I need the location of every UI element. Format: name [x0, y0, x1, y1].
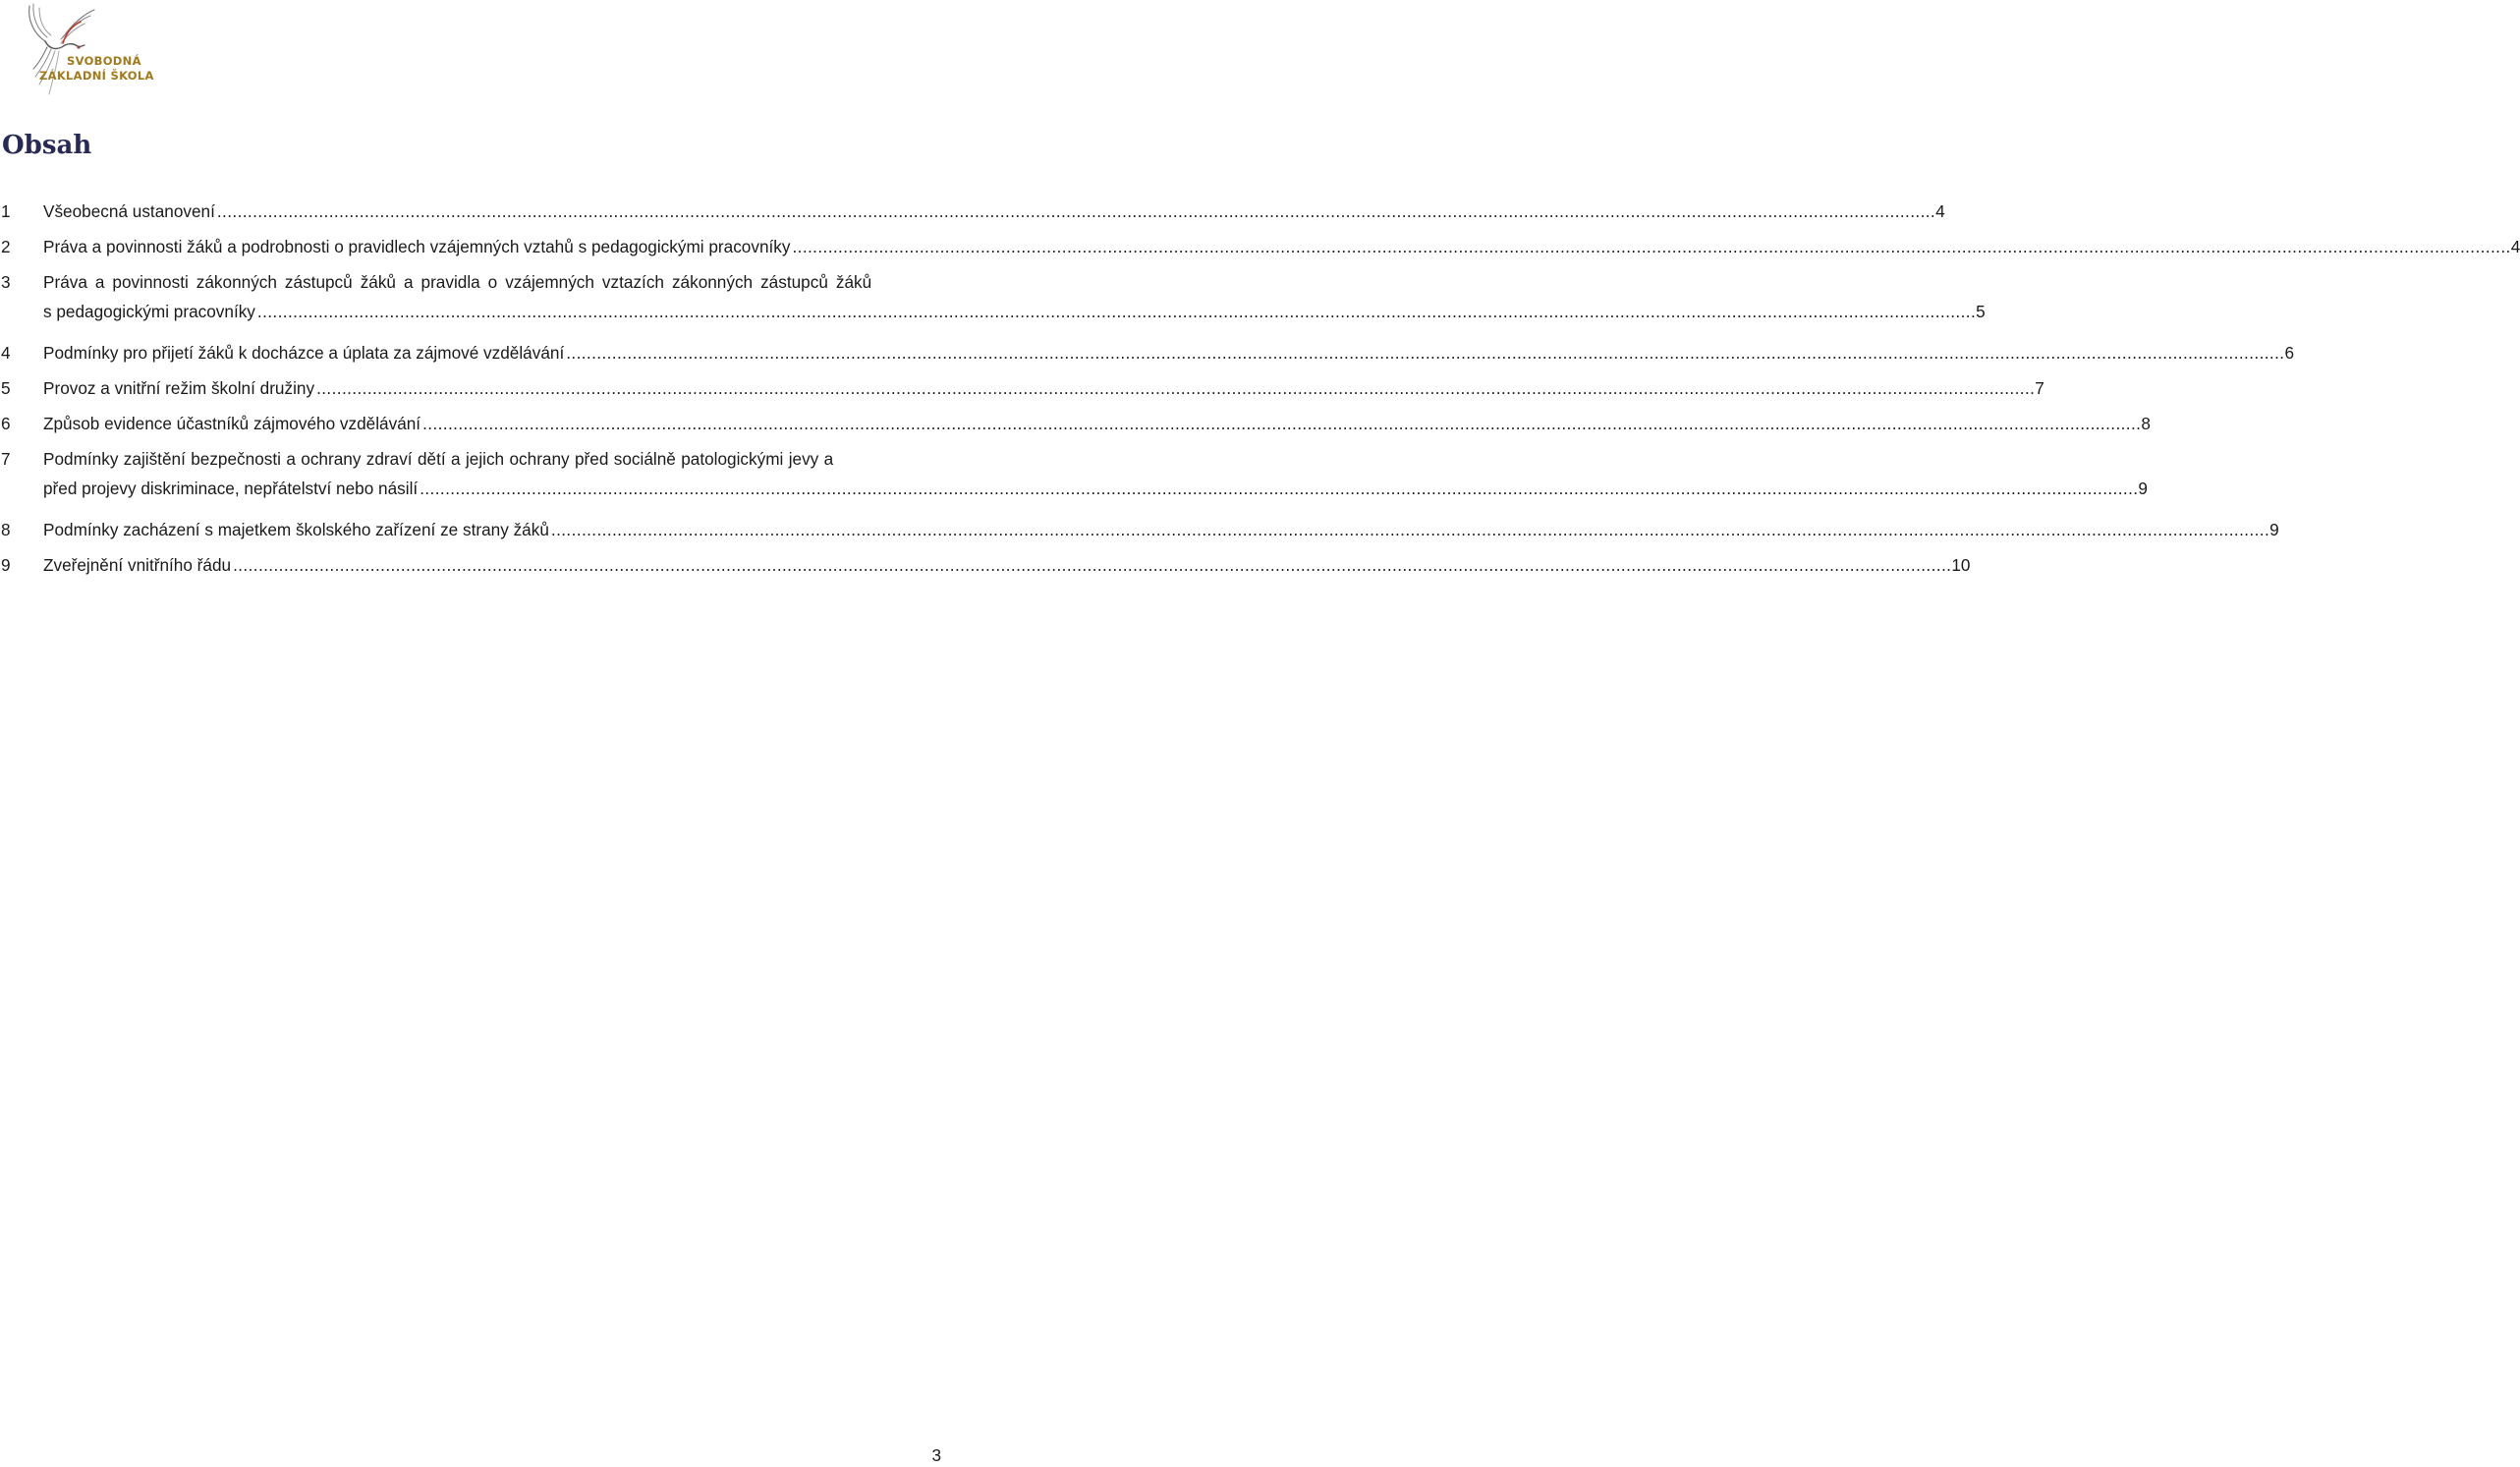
- toc-entry-text[interactable]: Podmínky pro přijetí žáků k docházce a úplata za zájmové vzdělávání: [43, 343, 565, 363]
- toc-entry-number: 5: [1, 378, 11, 398]
- toc-title: Obsah: [2, 131, 92, 160]
- toc-entry-page: 9: [2138, 479, 2148, 498]
- toc-entry-page: 5: [1976, 302, 1986, 321]
- toc-dot-leader: [551, 515, 2269, 544]
- toc-entry-text-line2[interactable]: s pedagogickými pracovníky: [43, 302, 255, 321]
- toc-entry-text[interactable]: Všeobecná ustanovení: [43, 201, 215, 221]
- school-logo: [0, 0, 154, 102]
- toc-entry-text-line1[interactable]: Podmínky zajištění bezpečnosti a ochrany zdraví dětí a jejich ochrany před sociálně patologickými jevy a: [43, 449, 834, 469]
- toc-dot-leader: [566, 338, 2284, 367]
- toc-entry-page: 8: [2141, 414, 2151, 433]
- toc-entry-number: 2: [1, 237, 11, 256]
- toc-entry-page: 9: [2269, 520, 2279, 539]
- table-of-contents: [0, 197, 2520, 586]
- toc-entry-text-line2[interactable]: před projevy diskriminace, nepřátelství nebo násilí: [43, 479, 419, 498]
- toc-dot-leader: [316, 373, 2035, 403]
- toc-dot-leader: [420, 474, 2138, 503]
- toc-entry-8[interactable]: [0, 515, 2279, 550]
- toc-entry-4[interactable]: [0, 338, 2295, 373]
- toc-entry-text[interactable]: Podmínky zacházení s majetkem školského zařízení ze strany žáků: [43, 520, 549, 539]
- toc-entry-3[interactable]: [0, 267, 1986, 338]
- logo-text-line2: ZÁKLADNÍ ŠKOLA: [39, 69, 154, 83]
- toc-entry-7[interactable]: [0, 444, 2148, 515]
- toc-entry-1[interactable]: [0, 197, 1945, 232]
- toc-entry-number: 7: [1, 449, 11, 469]
- toc-entry-number: 9: [1, 555, 11, 575]
- toc-dot-leader: [792, 232, 2510, 261]
- toc-entry-text[interactable]: Způsob evidence účastníků zájmového vzdělávání: [43, 414, 421, 433]
- toc-entry-2[interactable]: [0, 232, 2520, 267]
- toc-entry-number: 4: [1, 343, 11, 363]
- toc-entry-text[interactable]: Provoz a vnitřní režim školní družiny: [43, 378, 315, 398]
- logo-text-line1: SVOBODNÁ: [67, 54, 141, 68]
- toc-entry-number: 1: [1, 201, 11, 221]
- toc-entry-text[interactable]: Práva a povinnosti žáků a podrobnosti o pravidlech vzájemných vztahů s pedagogickými pracovníky: [43, 237, 791, 256]
- toc-dot-leader: [422, 409, 2141, 438]
- toc-entry-page: 10: [1951, 555, 1971, 575]
- toc-entry-6[interactable]: [0, 409, 2151, 444]
- page-number: 3: [931, 1445, 941, 1465]
- toc-entry-number: 6: [1, 414, 11, 433]
- toc-entry-page: 4: [1935, 201, 1945, 221]
- toc-entry-text-line1[interactable]: Práva a povinnosti zákonných zástupců žáků a pravidla o vzájemných vztazích zákonných zástupců žáků: [43, 272, 872, 292]
- toc-entry-number: 3: [1, 272, 11, 292]
- toc-entry-page: 4: [2510, 237, 2520, 256]
- toc-entry-number: 8: [1, 520, 11, 539]
- toc-entry-page: 6: [2284, 343, 2295, 363]
- toc-entry-text[interactable]: Zveřejnění vnitřního řádu: [43, 555, 232, 575]
- toc-entry-9[interactable]: [0, 550, 1971, 586]
- toc-dot-leader: [233, 550, 1951, 580]
- toc-dot-leader: [217, 197, 1935, 226]
- toc-dot-leader: [257, 297, 1976, 326]
- toc-entry-5[interactable]: [0, 373, 2044, 409]
- toc-entry-page: 7: [2035, 378, 2044, 398]
